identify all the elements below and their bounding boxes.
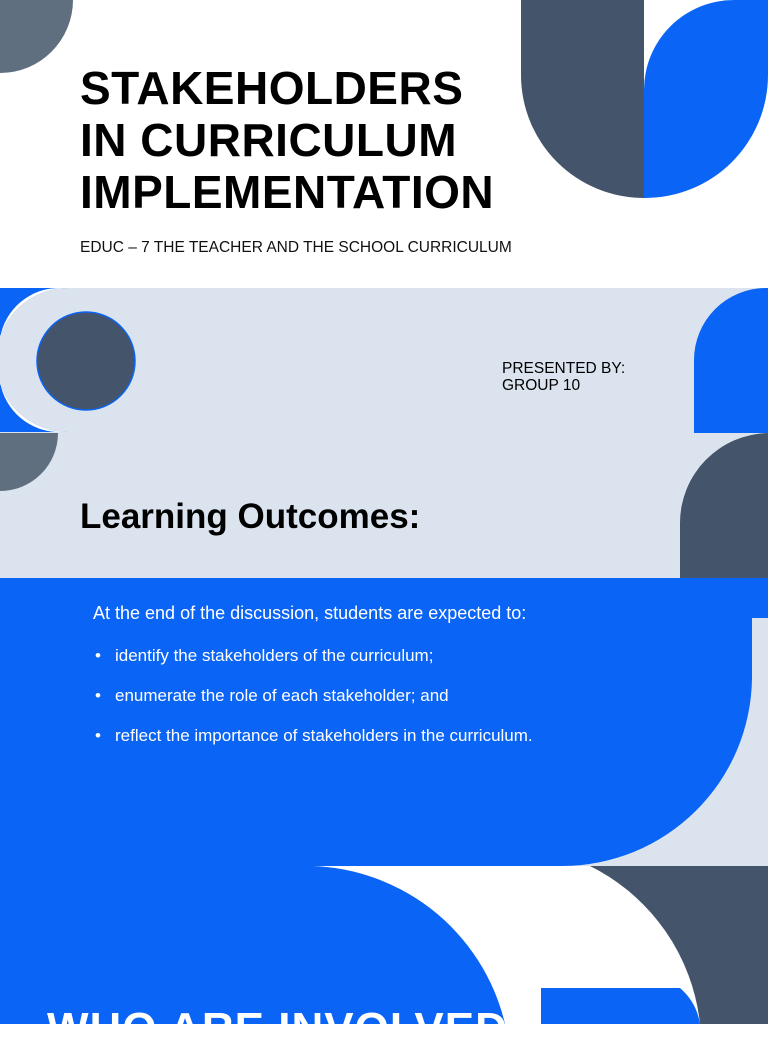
blue-leaf-shape [694, 288, 768, 433]
list-item [93, 646, 533, 666]
slide-who-are-involved [0, 866, 768, 1053]
slide-outcomes-list [0, 578, 768, 866]
blue-small-shape [541, 988, 700, 1024]
learning-outcomes-heading: Learning Outcomes: [80, 497, 421, 536]
presentation-subtitle: EDUC – 7 THE TEACHER AND THE SCHOOL CURRICULUM [80, 239, 512, 256]
bullet: • [95, 646, 101, 665]
blue-leaf-shape [644, 0, 768, 198]
outcomes-content [93, 603, 533, 766]
presentation-title [80, 62, 494, 218]
slide-learning-outcomes-heading [0, 433, 768, 578]
title-line: IN CURRICULUM [80, 114, 458, 166]
title-line: IMPLEMENTATION [80, 166, 495, 218]
slate-leaf-shape [680, 433, 768, 578]
outcome-text: reflect the importance of stakeholders in the curriculum. [115, 726, 533, 745]
group-label: GROUP 10 [502, 377, 581, 394]
outcome-text: enumerate the role of each stakeholder; and [115, 686, 449, 705]
grey-quarter-circle-shape [0, 433, 58, 491]
list-item [93, 726, 533, 746]
presenter-info [502, 360, 625, 394]
outcomes-list [93, 646, 533, 746]
grey-quarter-circle-shape [0, 0, 73, 73]
presented-by-label: PRESENTED BY: [502, 360, 626, 377]
slide5-decorations [0, 866, 768, 1024]
bullet: • [95, 686, 101, 705]
slide2-decorations [0, 288, 768, 433]
bullet: • [95, 726, 101, 745]
title-line: STAKEHOLDERS [80, 62, 464, 114]
slate-circle-shape [37, 312, 135, 410]
slide-title [0, 0, 768, 288]
list-item [93, 686, 533, 706]
slide-presenter [0, 288, 768, 433]
who-are-involved-heading: WHO ARE INVOLVED [47, 1004, 508, 1053]
outcomes-intro: At the end of the discussion, students are expected to: [93, 603, 527, 623]
slate-leaf-shape [521, 0, 644, 198]
blue-background-shape [0, 866, 505, 1024]
outcome-text: identify the stakeholders of the curriculum; [115, 646, 434, 665]
